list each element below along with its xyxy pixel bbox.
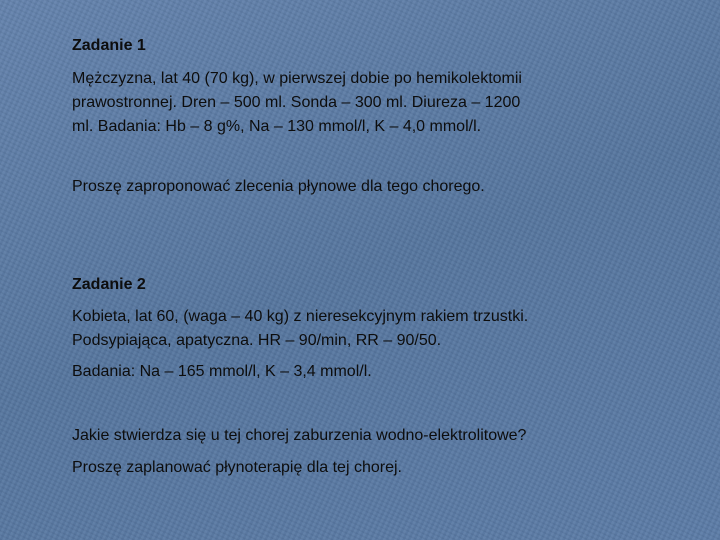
task2-question2: Proszę zaplanować płynoterapię dla tej chorej.	[72, 459, 402, 476]
task2-line2: Podsypiająca, apatyczna. HR – 90/min, RR – 90/50.	[72, 332, 442, 349]
task2-labs: Badania: Na – 165 mmol/l, K – 3,4 mmol/l.	[72, 363, 372, 380]
task1-question: Proszę zaproponować zlecenia płynowe dla tego chorego.	[72, 178, 485, 195]
task2-line1: Kobieta, lat 60, (waga – 40 kg) z nieresekcyjnym rakiem trzustki.	[72, 308, 529, 325]
task1-title: Zadanie 1	[72, 37, 146, 54]
task1-line3: ml. Badania: Hb – 8 g%, Na – 130 mmol/l, K – 4,0 mmol/l.	[72, 118, 482, 135]
task2-question1: Jakie stwierdza się u tej chorej zaburzenia wodno-elektrolitowe?	[72, 427, 527, 444]
task2-title: Zadanie 2	[72, 276, 146, 293]
task1-line1: Mężczyzna, lat 40 (70 kg), w pierwszej dobie po hemikolektomii	[72, 70, 522, 87]
task1-line2: prawostronnej. Dren – 500 ml. Sonda – 300 ml. Diureza – 1200	[72, 94, 521, 111]
